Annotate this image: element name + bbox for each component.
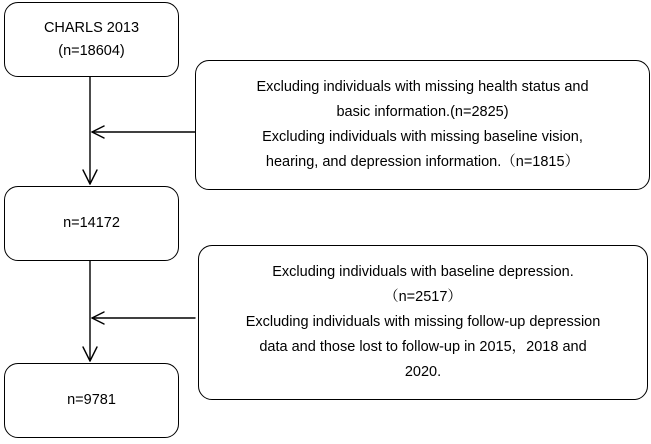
exclusion1-line-1: Excluding individuals with missing health status and bbox=[256, 79, 589, 95]
exclusion1-line-2: basic information.(n=2825) bbox=[336, 104, 509, 120]
exclusion2-line-2: （n=2517） bbox=[384, 289, 462, 305]
final-count: n=9781 bbox=[67, 392, 116, 408]
intermediate-population-box bbox=[4, 186, 179, 261]
start-count: (n=18604) bbox=[58, 42, 125, 59]
final-population-box bbox=[4, 363, 179, 438]
start-title: CHARLS 2013 bbox=[43, 19, 140, 36]
exclusion1-line-3: Excluding individuals with missing baseline vision, bbox=[262, 129, 583, 145]
exclusion-box-1 bbox=[195, 60, 650, 190]
exclusion2-line-1: Excluding individuals with baseline depression. bbox=[272, 264, 574, 280]
exclusion2-line-4: data and those lost to follow-up in 2015，2018 and bbox=[259, 339, 587, 355]
exclusion1-line-4: hearing, and depression information.（n=1815） bbox=[265, 154, 580, 170]
exclusion2-line-5: 2020. bbox=[404, 364, 442, 380]
exclusion2-line-3: Excluding individuals with missing follow-up depression bbox=[245, 314, 601, 330]
start-population-box bbox=[4, 2, 179, 77]
intermediate-count: n=14172 bbox=[63, 215, 120, 231]
exclusion-box-2 bbox=[198, 245, 648, 400]
